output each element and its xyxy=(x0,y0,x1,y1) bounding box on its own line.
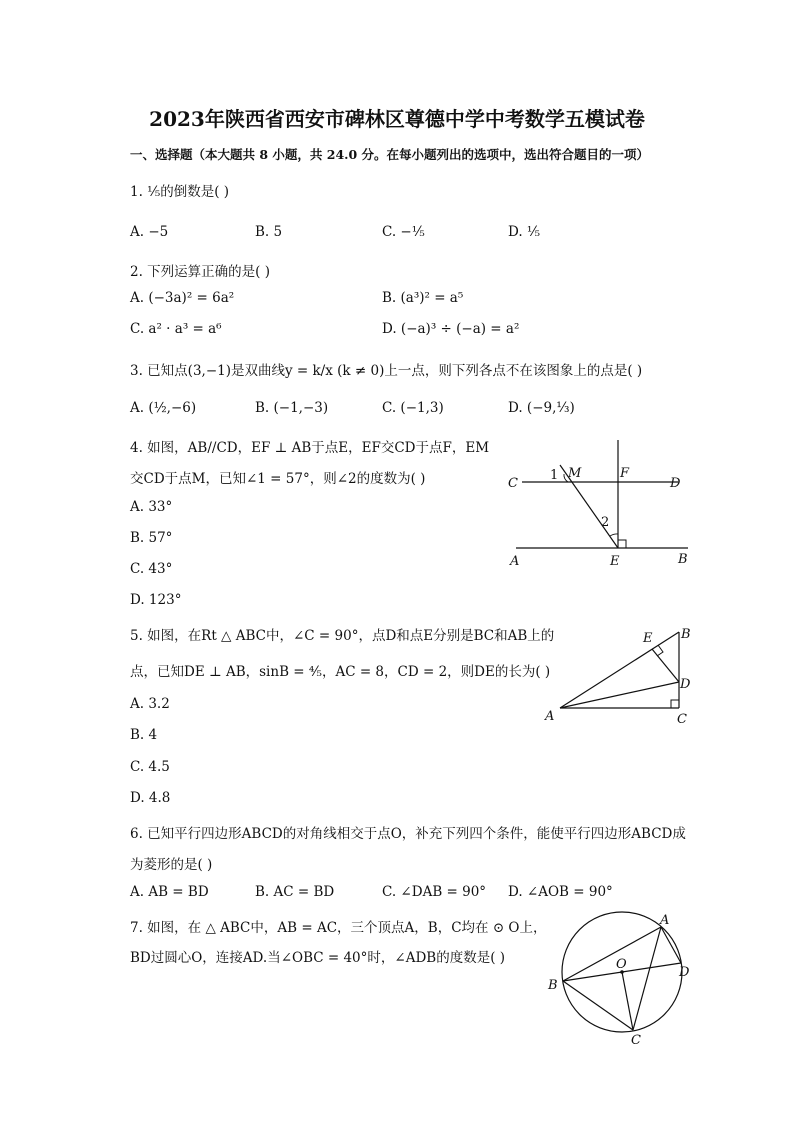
q6-option-c: C. ∠DAB = 90° xyxy=(382,884,487,900)
q4-figure xyxy=(500,435,700,575)
q6-option-b: B. AC = BD xyxy=(255,884,335,900)
q5-stem-line2: 点，已知DE ⊥ AB，sinB = ⁴⁄₅，AC = 8，CD = 2，则DE的长为( ) xyxy=(130,664,551,680)
q7-label-a: A xyxy=(660,913,670,928)
q7-stem-line1: 7. 如图，在 △ ABC中，AB = AC，三个顶点A，B，C均在 ⊙ O上， xyxy=(130,920,547,936)
q2-option-b: B. (a³)² = a⁵ xyxy=(382,290,464,306)
q6-option-d: D. ∠AOB = 90° xyxy=(508,884,613,900)
q1-option-b: B. 5 xyxy=(255,224,283,240)
q6-stem-line2: 为菱形的是( ) xyxy=(130,857,213,873)
q7-figure xyxy=(540,910,710,1050)
q4-label-m: M xyxy=(568,466,582,481)
q5-figure xyxy=(540,620,700,730)
q1-stem: 1. ¹⁄₅的倒数是( ) xyxy=(130,184,230,200)
q2-option-a: A. (−3a)² = 6a² xyxy=(130,290,235,306)
q4-label-c: C xyxy=(508,476,518,491)
q4-option-b: B. 57° xyxy=(130,530,173,546)
q5-stem-line1: 5. 如图，在Rt △ ABC中，∠C = 90°，点D和点E分别是BC和AB上的 xyxy=(130,628,555,644)
page-title: 2023年陕西省西安市碑林区尊德中学中考数学五模试卷 xyxy=(149,107,645,131)
q3-option-c: C. (−1,3) xyxy=(382,400,444,416)
q4-label-f: F xyxy=(620,466,630,481)
q2-stem: 2. 下列运算正确的是( ) xyxy=(130,264,270,280)
q7-label-o: O xyxy=(616,957,627,972)
q3-stem: 3. 已知点(3,−1)是双曲线y = k/x (k ≠ 0)上一点，则下列各点不在该图象上的点是( ) xyxy=(130,363,643,379)
q5-label-b: B xyxy=(681,627,691,642)
q4-option-c: C. 43° xyxy=(130,561,173,577)
q5-label-a: A xyxy=(545,709,555,724)
q4-label-e: E xyxy=(610,554,620,569)
q7-label-b: B xyxy=(548,978,558,993)
q7-stem-line2: BD过圆心O，连接AD.当∠OBC = 40°时，∠ADB的度数是( ) xyxy=(130,950,506,966)
q4-stem-line1: 4. 如图，AB//CD，EF ⊥ AB于点E，EF交CD于点F，EM xyxy=(130,440,490,456)
q5-option-b: B. 4 xyxy=(130,727,158,743)
q2-option-c: C. a² · a³ = a⁶ xyxy=(130,321,222,337)
q6-stem-line1: 6. 已知平行四边形ABCD的对角线相交于点O，补充下列四个条件，能使平行四边形ABCD成 xyxy=(130,826,686,842)
q3-option-d: D. (−9,⅓) xyxy=(508,400,575,416)
q5-option-c: C. 4.5 xyxy=(130,759,170,775)
q1-option-a: A. −5 xyxy=(130,224,169,240)
section-heading: 一、选择题（本大题共 8 小题，共 24.0 分。在每小题列出的选项中，选出符合题目的一项） xyxy=(130,147,650,162)
q6-option-a: A. AB = BD xyxy=(130,884,209,900)
q4-label-angle1: 1 xyxy=(550,468,559,483)
q1-option-c: C. −¹⁄₅ xyxy=(382,224,425,240)
q3-option-a: A. (½,−6) xyxy=(130,400,197,416)
q2-option-d: D. (−a)³ ÷ (−a) = a² xyxy=(382,321,520,337)
q4-label-d: D xyxy=(670,476,681,491)
q4-option-a: A. 33° xyxy=(130,499,173,515)
q4-option-d: D. 123° xyxy=(130,592,182,608)
q5-option-d: D. 4.8 xyxy=(130,790,171,806)
q7-label-c: C xyxy=(631,1033,641,1048)
q5-label-d: D xyxy=(680,677,691,692)
q5-option-a: A. 3.2 xyxy=(130,696,170,712)
q4-label-angle2: 2 xyxy=(601,515,610,530)
q7-label-d: D xyxy=(679,965,690,980)
q3-option-b: B. (−1,−3) xyxy=(255,400,329,416)
q4-stem-line2: 交CD于点M，已知∠1 = 57°，则∠2的度数为( ) xyxy=(130,471,426,487)
q1-option-d: D. ¹⁄₅ xyxy=(508,224,541,240)
q5-label-e: E xyxy=(643,631,653,646)
q4-label-b: B xyxy=(678,552,688,567)
q4-label-a: A xyxy=(510,554,520,569)
q5-label-c: C xyxy=(677,712,687,727)
